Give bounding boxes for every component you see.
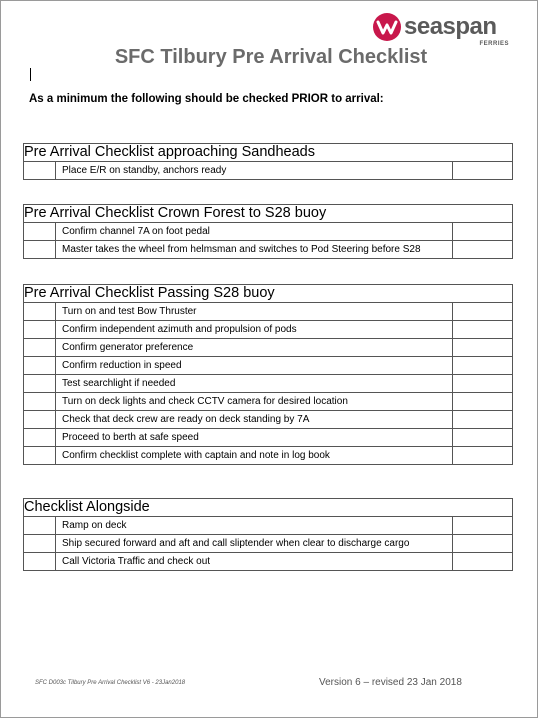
page-title: SFC Tilbury Pre Arrival Checklist (114, 46, 428, 68)
checklist-section-crown-forest (23, 204, 513, 259)
checklist-item: Confirm reduction in speed (56, 357, 453, 375)
checklist-checkbox-cell[interactable] (452, 223, 512, 241)
checklist-row (24, 411, 513, 429)
checklist-row (24, 303, 513, 321)
text-cursor (30, 68, 31, 81)
checklist-checkbox-cell[interactable] (452, 375, 512, 393)
checklist-row (24, 357, 513, 375)
checklist-number-cell (24, 321, 56, 339)
checklist-item: Confirm generator preference (56, 339, 453, 357)
checklist-item: Confirm independent azimuth and propulsion of pods (56, 321, 453, 339)
checklist-checkbox-cell[interactable] (453, 553, 513, 571)
checklist-number-cell (24, 357, 56, 375)
checklist-checkbox-cell[interactable] (452, 241, 512, 259)
section-heading: Checklist Alongside (24, 499, 513, 517)
checklist-item: Ship secured forward and aft and call sliptender when clear to discharge cargo (56, 535, 453, 553)
checklist-section-alongside (23, 498, 513, 571)
checklist-item: Master takes the wheel from helmsman and switches to Pod Steering before S28 (56, 241, 453, 259)
checklist-item: Turn on deck lights and check CCTV camera for desired location (56, 393, 453, 411)
checklist-item: Check that deck crew are ready on deck standing by 7A (56, 411, 453, 429)
checklist-section-s28-buoy (23, 284, 513, 465)
section-heading: Pre Arrival Checklist Passing S28 buoy (24, 285, 513, 303)
checklist-section-sandheads (23, 143, 513, 180)
checklist-number-cell (24, 375, 56, 393)
checklist-row (24, 375, 513, 393)
checklist-checkbox-cell[interactable] (452, 393, 512, 411)
checklist-number-cell (24, 393, 56, 411)
checklist-number-cell (24, 411, 56, 429)
checklist-checkbox-cell[interactable] (453, 535, 513, 553)
checklist-number-cell (24, 241, 56, 259)
checklist-number-cell (24, 535, 56, 553)
checklist-number-cell (24, 162, 56, 180)
checklist-item: Call Victoria Traffic and check out (56, 553, 453, 571)
checklist-item: Test searchlight if needed (56, 375, 453, 393)
checklist-row (24, 429, 513, 447)
seaspan-logo-icon (373, 13, 401, 41)
checklist-number-cell (24, 553, 56, 571)
checklist-checkbox-cell[interactable] (452, 303, 512, 321)
checklist-row (24, 535, 513, 553)
checklist-row (24, 321, 513, 339)
checklist-checkbox-cell[interactable] (453, 162, 513, 180)
checklist-row (24, 339, 513, 357)
checklist-checkbox-cell[interactable] (453, 517, 513, 535)
checklist-item: Confirm channel 7A on foot pedal (56, 223, 453, 241)
checklist-number-cell (24, 339, 56, 357)
seaspan-logo (373, 11, 513, 51)
intro-text: As a minimum the following should be checked PRIOR to arrival: (29, 93, 384, 105)
checklist-checkbox-cell[interactable] (452, 447, 512, 465)
checklist-checkbox-cell[interactable] (452, 429, 512, 447)
footer-document-id: SFC D003c Tilbury Pre Arrival Checklist V6 - 23Jan2018 (35, 680, 186, 686)
checklist-row (24, 517, 513, 535)
checklist-row (24, 241, 513, 259)
checklist-number-cell (24, 447, 56, 465)
checklist-checkbox-cell[interactable] (452, 339, 512, 357)
checklist-row (24, 447, 513, 465)
logo-wordmark: seaspan (404, 13, 497, 40)
footer-version: Version 6 – revised 23 Jan 2018 (319, 677, 462, 688)
checklist-item: Confirm checklist complete with captain and note in log book (56, 447, 453, 465)
checklist-checkbox-cell[interactable] (452, 321, 512, 339)
logo-subtitle: FERRIES (479, 41, 509, 47)
checklist-number-cell (24, 429, 56, 447)
checklist-row (24, 553, 513, 571)
section-heading: Pre Arrival Checklist Crown Forest to S28 buoy (24, 205, 513, 223)
checklist-row (24, 223, 513, 241)
checklist-number-cell (24, 223, 56, 241)
checklist-number-cell (24, 517, 56, 535)
checklist-item: Place E/R on standby, anchors ready (56, 162, 453, 180)
checklist-row (24, 393, 513, 411)
section-heading: Pre Arrival Checklist approaching Sandheads (24, 144, 513, 162)
checklist-row (24, 162, 513, 180)
checklist-item: Ramp on deck (56, 517, 453, 535)
checklist-checkbox-cell[interactable] (452, 411, 512, 429)
checklist-item: Turn on and test Bow Thruster (56, 303, 453, 321)
checklist-number-cell (24, 303, 56, 321)
checklist-item: Proceed to berth at safe speed (56, 429, 453, 447)
checklist-checkbox-cell[interactable] (452, 357, 512, 375)
